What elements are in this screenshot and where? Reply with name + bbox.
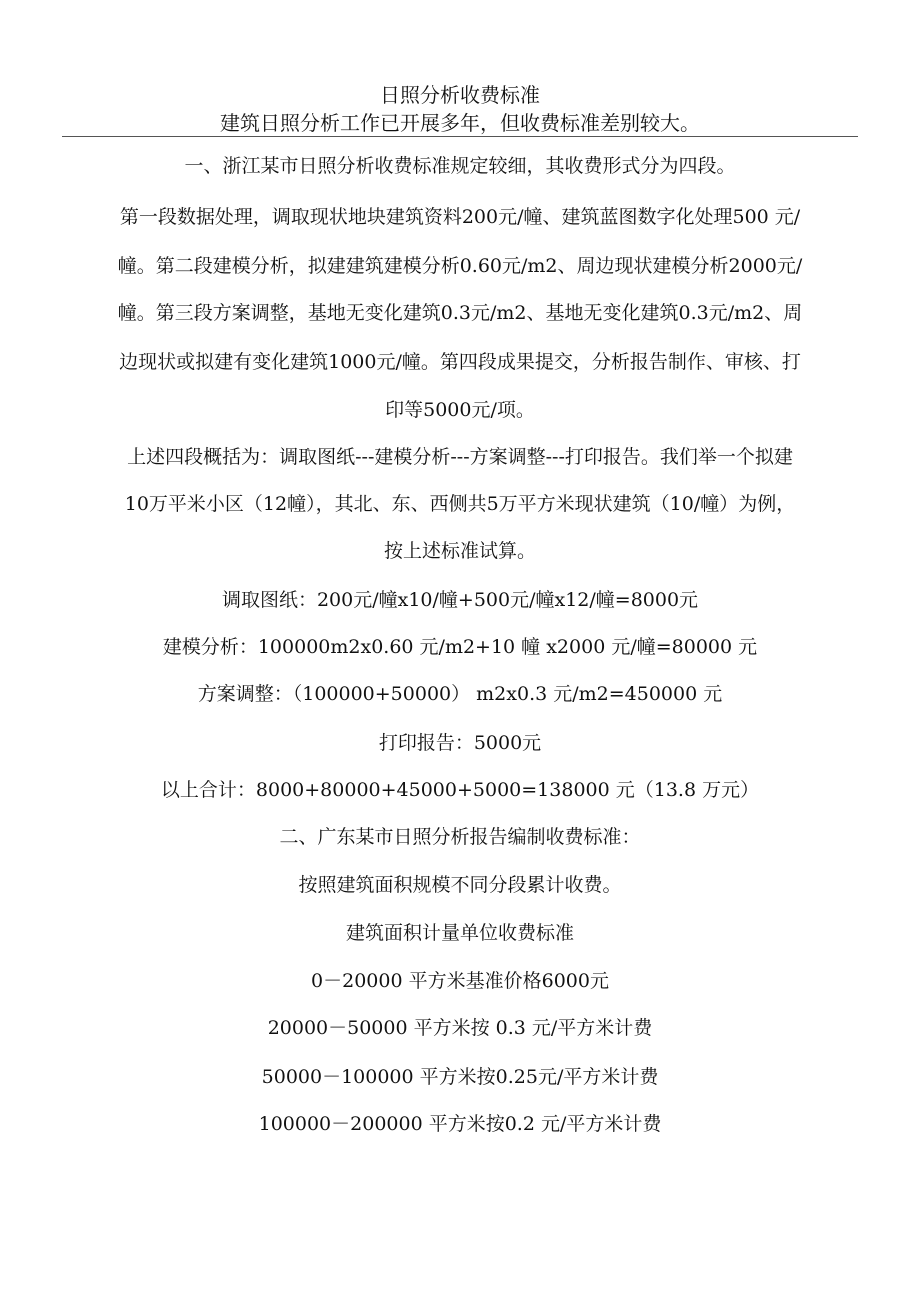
paragraph-line: 10万平米小区（12幢），其北、东、西侧共5万平方米现状建筑（10/幢）为例， — [124, 493, 796, 515]
paragraph-line: 幢。第二段建模分析，拟建建筑建模分析0.60元/m2、周边现状建模分析2000元/ — [117, 255, 803, 277]
document-title: 日照分析收费标准 — [380, 83, 540, 107]
document-subtitle: 建筑日照分析工作已开展多年，但收费标准差别较大。 — [220, 111, 700, 135]
fee-table-heading: 建筑面积计量单位收费标准 — [345, 922, 574, 944]
fee-tier-line: 50000－100000 平方米按0.25元/平方米计费 — [261, 1066, 659, 1088]
calc-line-total: 以上合计：8000+80000+45000+5000=138000 元（13.8 万元） — [160, 779, 760, 801]
fee-tier-line: 100000－200000 平方米按0.2 元/平方米计费 — [258, 1113, 662, 1135]
fee-tier-line: 0－20000 平方米基准价格6000元 — [311, 970, 609, 992]
paragraph-line: 印等5000元/项。 — [385, 399, 535, 421]
paragraph-line: 上述四段概括为：调取图纸---建模分析---方案调整---打印报告。我们举一个拟建 — [127, 446, 793, 468]
section-one-heading: 一、浙江某市日照分析收费标准规定较细，其收费形式分为四段。 — [184, 155, 736, 177]
calc-line-drawings: 调取图纸：200元/幢x10/幢+500元/幢x12/幢=8000元 — [221, 589, 699, 611]
header-divider — [62, 136, 858, 137]
paragraph-line: 按上述标准试算。 — [383, 540, 536, 562]
paragraph-line: 边现状或拟建有变化建筑1000元/幢。第四段成果提交，分析报告制作、审核、打 — [119, 351, 801, 373]
paragraph-line: 幢。第三段方案调整，基地无变化建筑0.3元/m2、基地无变化建筑0.3元/m2、周 — [117, 302, 803, 324]
calc-line-report: 打印报告：5000元 — [378, 732, 542, 754]
section-two-heading: 二、广东某市日照分析报告编制收费标准： — [279, 826, 641, 848]
paragraph-line: 第一段数据处理，调取现状地块建筑资料200元/幢、建筑蓝图数字化处理500 元/ — [119, 206, 801, 228]
calc-line-adjustment: 方案调整：（100000+50000） m2x0.3 元/m2=450000 元 — [197, 683, 723, 705]
paragraph-line: 按照建筑面积规模不同分段累计收费。 — [298, 874, 622, 896]
fee-tier-line: 20000－50000 平方米按 0.3 元/平方米计费 — [267, 1017, 653, 1039]
calc-line-modeling: 建模分析：100000m2x0.60 元/m2+10 幢 x2000 元/幢=80000 元 — [162, 636, 758, 658]
